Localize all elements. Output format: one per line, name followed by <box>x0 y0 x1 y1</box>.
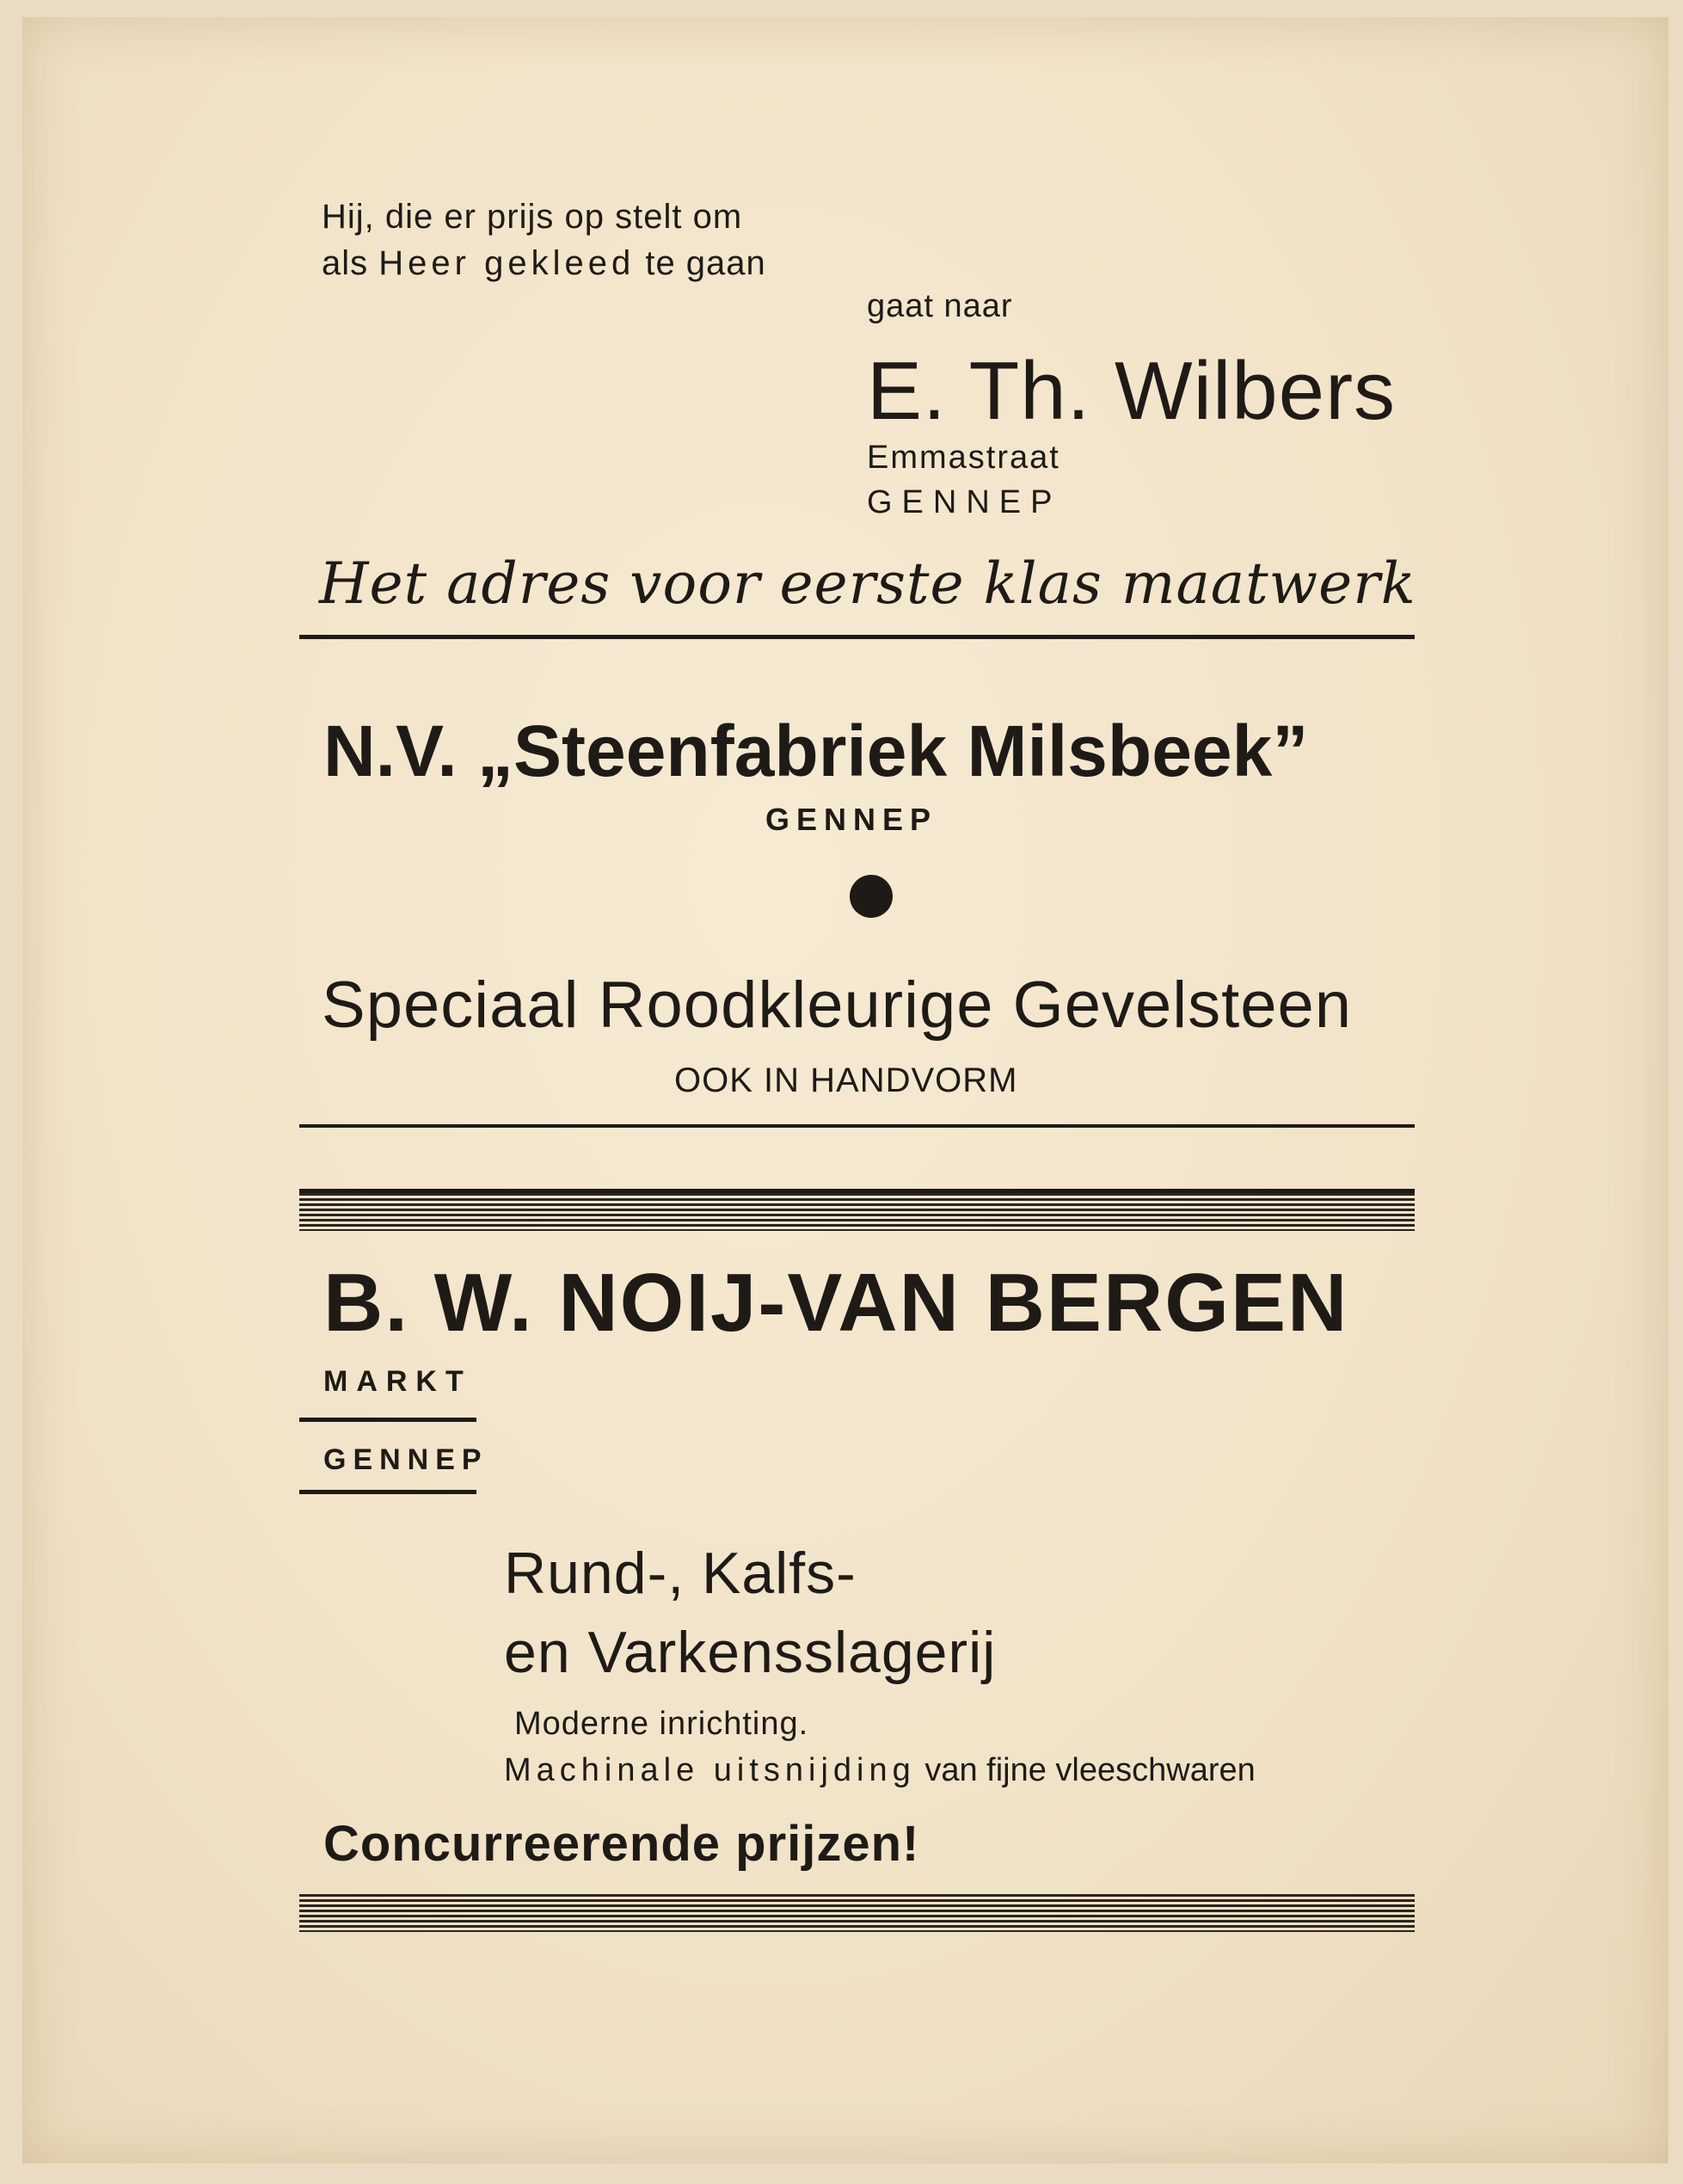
steenfabriek-product-note: OOK IN HANDVORM <box>674 1061 1018 1099</box>
wilbers-slogan: Het adres voor eerste klas maatwerk <box>319 551 1416 617</box>
wilbers-town: GENNEP <box>867 484 1062 520</box>
steenfabriek-town: GENNEP <box>765 802 938 837</box>
divider-1 <box>299 635 1415 639</box>
noij-business-line2: en Varkensslagerij <box>504 1620 997 1685</box>
noij-feature2-a: Machinale uitsnijding <box>504 1752 916 1788</box>
steenfabriek-product: Speciaal Roodkleurige Gevelsteen <box>322 969 1353 1042</box>
noij-business-line1: Rund-, Kalfs- <box>504 1541 857 1606</box>
wilbers-name: E. Th. Wilbers <box>867 345 1397 437</box>
wilbers-street: Emmastraat <box>867 440 1060 476</box>
wilbers-intro-line2-a: als <box>322 244 369 282</box>
noij-street-underline <box>299 1418 476 1422</box>
noij-closing: Concurreerende prijzen! <box>323 1816 920 1872</box>
wilbers-intro-line1: Hij, die er prijs op stelt om <box>322 198 743 236</box>
noij-town-underline <box>299 1490 476 1494</box>
wilbers-intro <box>322 194 766 286</box>
advertisement-page <box>22 17 1668 2163</box>
ruled-band-bottom <box>299 1894 1415 1932</box>
noij-name: B. W. NOIJ-VAN BERGEN <box>323 1257 1349 1349</box>
wilbers-intro-line2 <box>322 240 766 286</box>
noij-feature2 <box>504 1752 1256 1789</box>
steenfabriek-name: N.V. „Steenfabriek Milsbeek” <box>323 711 1309 791</box>
divider-2 <box>299 1124 1415 1128</box>
noij-business <box>504 1534 996 1692</box>
bullet-dot-icon <box>850 875 893 918</box>
noij-town: GENNEP <box>323 1443 488 1476</box>
wilbers-gaat-naar: gaat naar <box>867 288 1013 324</box>
noij-feature2-b: van fijne vleeschwaren <box>924 1752 1256 1788</box>
ruled-band-top <box>299 1189 1415 1231</box>
noij-street: MARKT <box>323 1365 472 1398</box>
wilbers-intro-line2-c: te gaan <box>645 244 766 282</box>
wilbers-intro-line2-b: Heer gekleed <box>378 244 636 282</box>
noij-feature1: Moderne inrichting. <box>514 1706 809 1742</box>
